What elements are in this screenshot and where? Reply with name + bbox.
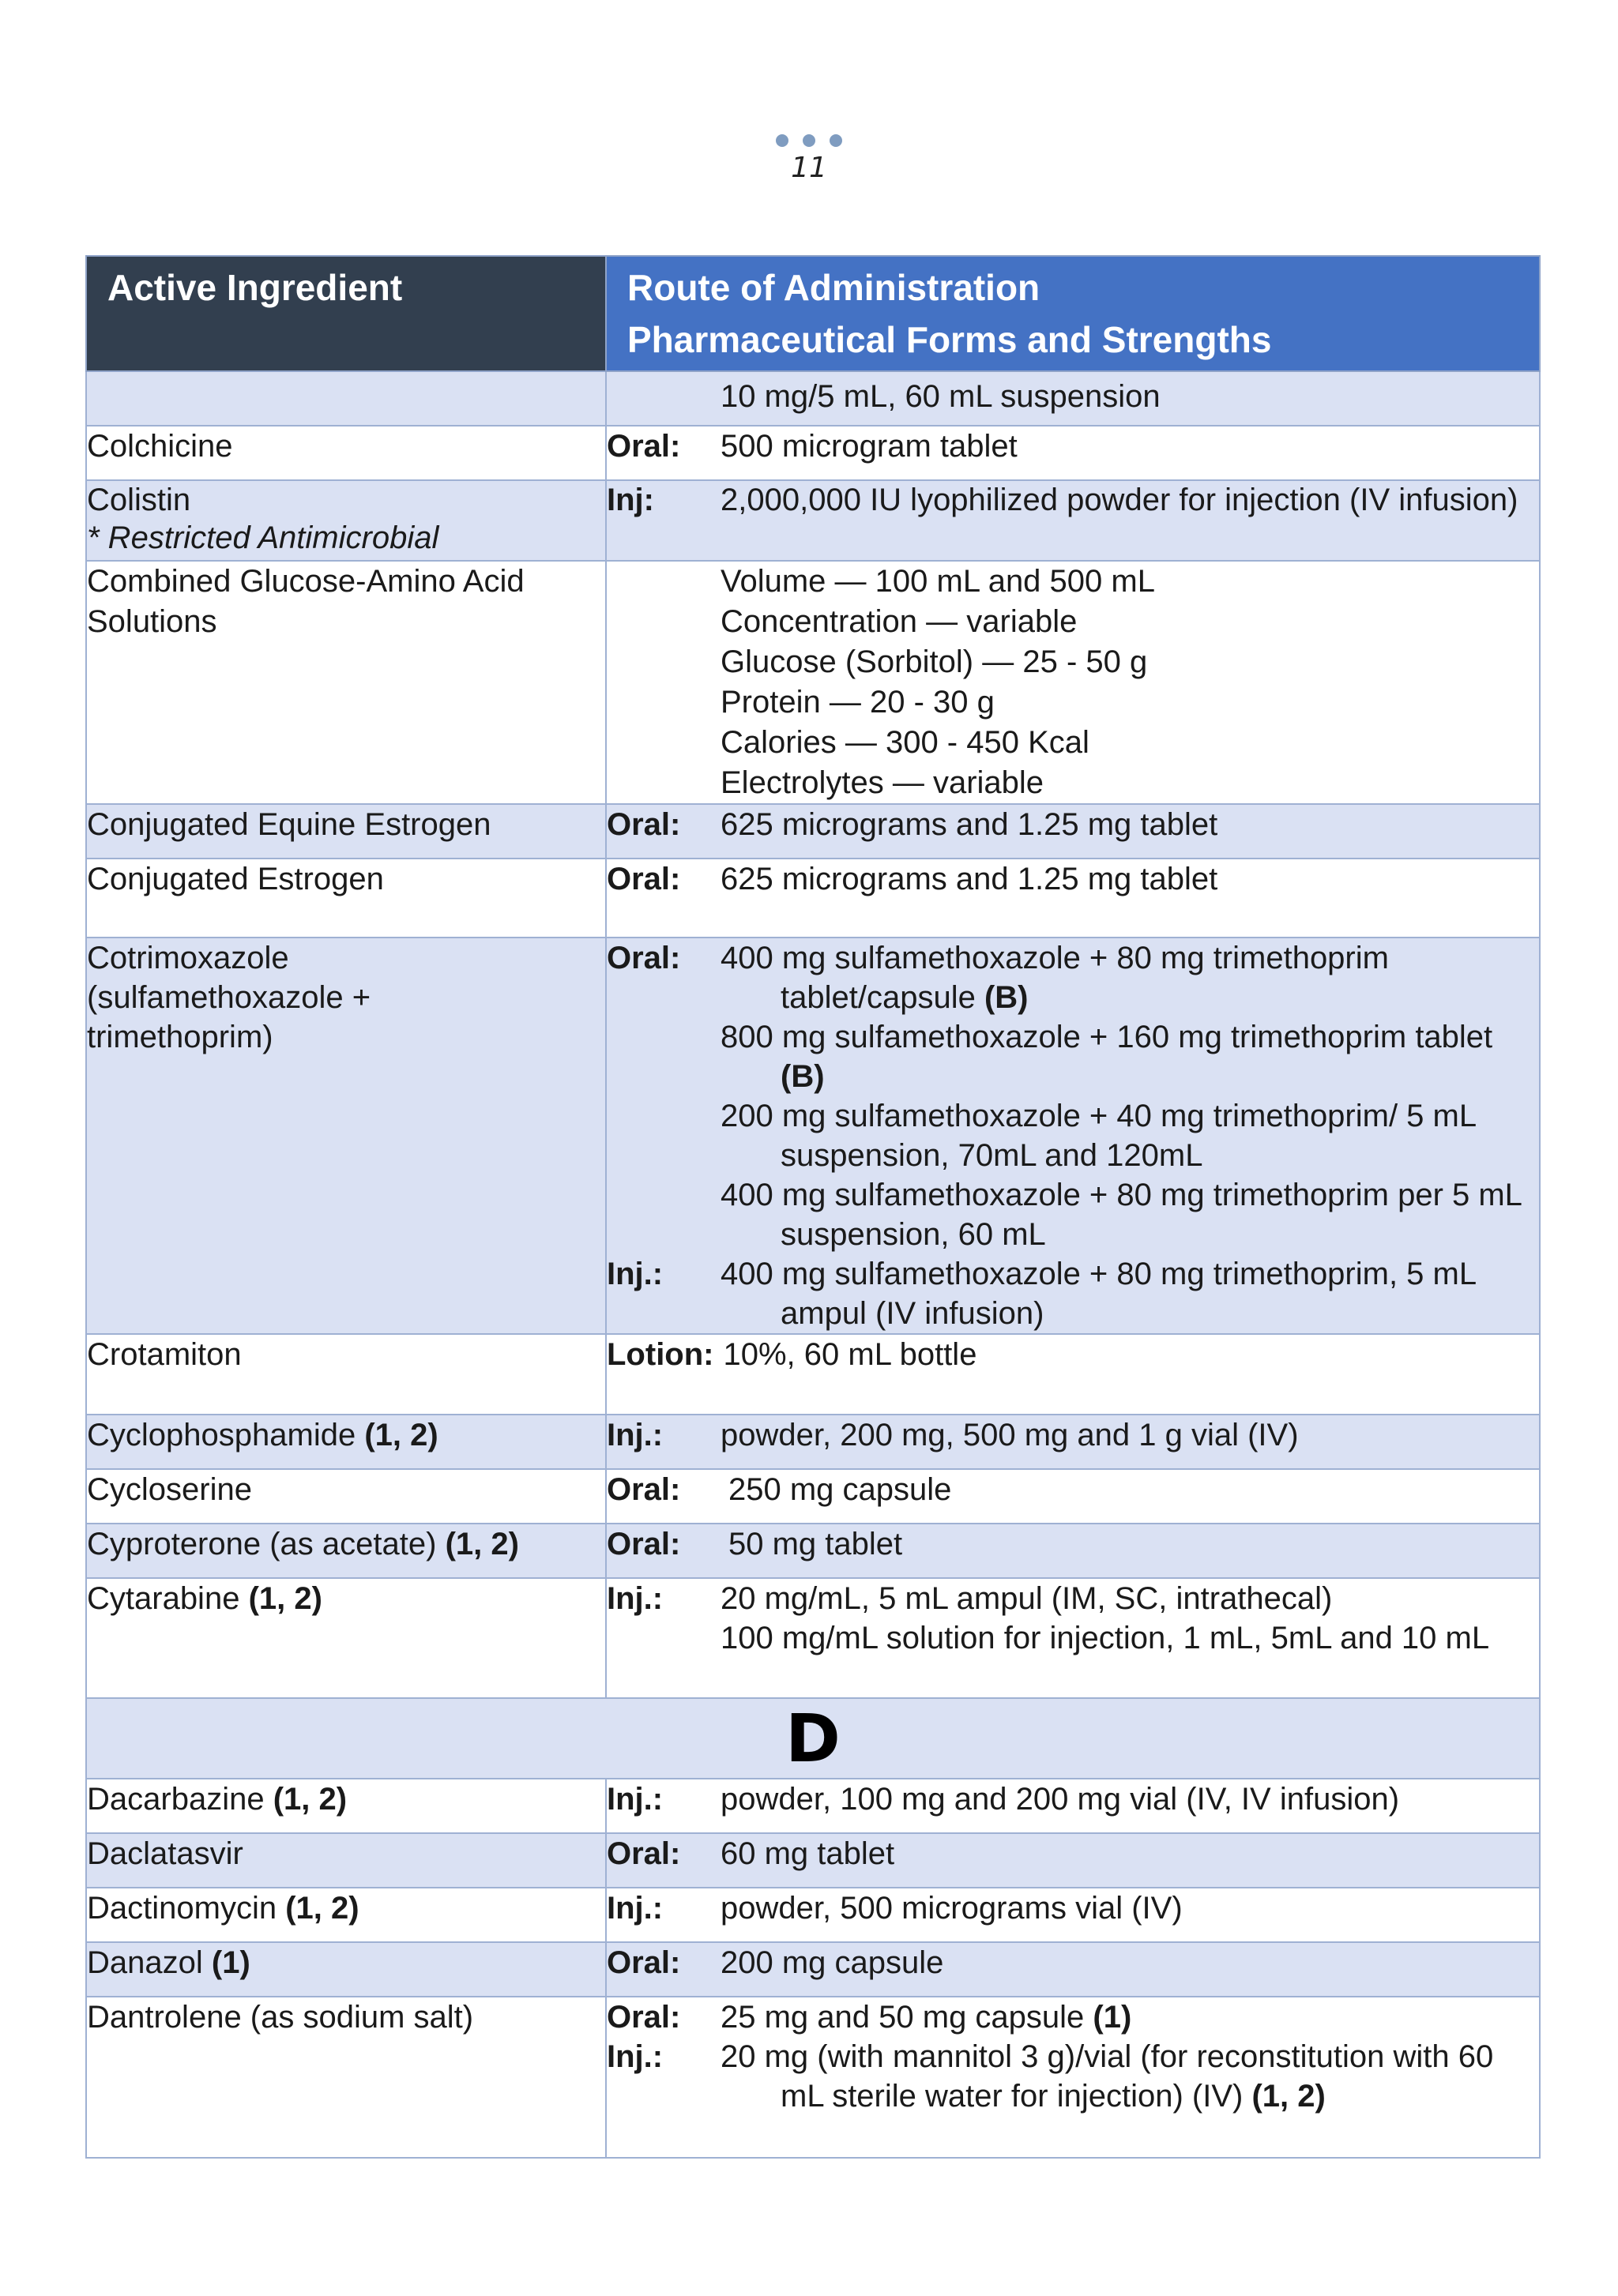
table-row (86, 371, 1540, 426)
section-row (86, 1698, 1540, 1779)
page-ornament (0, 134, 1618, 152)
page-number: 11 (791, 152, 827, 184)
dot-icon (803, 134, 815, 147)
route-cell: 10 mg/5 mL, 60 mL suspension (606, 371, 1540, 426)
table-row (86, 1469, 1540, 1524)
dot-icon (776, 134, 788, 147)
ingredient-cell: Cyproterone (as acetate) (1, 2) (86, 1524, 606, 1578)
ingredient-cell: Cotrimoxazole (sulfamethoxazole + trimethoprim) (86, 938, 606, 1334)
table-row (86, 938, 1540, 1334)
table-row (86, 561, 1540, 804)
ingredient-cell: Crotamiton (86, 1334, 606, 1415)
restricted-note: * Restricted Antimicrobial (87, 520, 439, 555)
route-cell: Oral: 25 mg and 50 mg capsule (1) Inj.: 20 mg (with mannitol 3 g)/vial (for reconstitution with 60 mL sterile water for injection) (IV) (1, 2) (606, 1997, 1540, 2158)
table-row (86, 1833, 1540, 1888)
route-cell: Inj.: powder, 100 mg and 200 mg vial (IV, IV infusion) (606, 1779, 1540, 1833)
route-cell: Lotion: 10%, 60 mL bottle (606, 1334, 1540, 1415)
table-row (86, 1888, 1540, 1942)
route-cell: Oral: 400 mg sulfamethoxazole + 80 mg trimethoprim tablet/capsule (B) 800 mg sulfamethoxazole + 160 mg trimethoprim tablet (B) 200 mg sulfamethoxazole + 40 mg trimethoprim/ 5 mL suspension, 70mL and 120mL 400 mg sulfamethoxazole + 80 mg trimethoprim per 5 mL suspension, 60 mL Inj.: 400 mg sulfamethoxazole + 80 mg trimethoprim, 5 mL ampul (IV infusion) (606, 938, 1540, 1334)
route-cell: Inj: 2,000,000 IU lyophilized powder for injection (IV infusion) (606, 480, 1540, 561)
header-active-ingredient: Active Ingredient (86, 256, 606, 371)
section-letter: D (86, 1698, 1540, 1779)
route-cell: Oral: 200 mg capsule (606, 1942, 1540, 1997)
ingredient-cell: Daclatasvir (86, 1833, 606, 1888)
table-row (86, 1578, 1540, 1698)
table-row (86, 859, 1540, 938)
route-cell: Oral: 50 mg tablet (606, 1524, 1540, 1578)
table-row (86, 1942, 1540, 1997)
ingredient-cell: Colistin * Restricted Antimicrobial (86, 480, 606, 561)
table-row (86, 1997, 1540, 2158)
ingredient-cell: Cycloserine (86, 1469, 606, 1524)
ingredient-cell (86, 371, 606, 426)
table-row (86, 804, 1540, 859)
ingredient-cell: Cytarabine (1, 2) (86, 1578, 606, 1698)
route-cell: Oral: 625 micrograms and 1.25 mg tablet (606, 859, 1540, 938)
route-cell: Oral: 500 microgram tablet (606, 426, 1540, 480)
table-row (86, 480, 1540, 561)
ingredient-cell: Colchicine (86, 426, 606, 480)
table-row (86, 1415, 1540, 1469)
header-route: Route of Administration Pharmaceutical Forms and Strengths (606, 256, 1540, 371)
ingredient-cell: Combined Glucose-Amino Acid Solutions (86, 561, 606, 804)
table-row (86, 1334, 1540, 1415)
route-cell: Oral: 60 mg tablet (606, 1833, 1540, 1888)
ingredient-cell: Dactinomycin (1, 2) (86, 1888, 606, 1942)
table-row (86, 426, 1540, 480)
ingredient-cell: Conjugated Estrogen (86, 859, 606, 938)
ingredient-cell: Conjugated Equine Estrogen (86, 804, 606, 859)
medicines-table (85, 255, 1541, 2159)
ingredient-cell: Danazol (1) (86, 1942, 606, 1997)
route-cell: Inj.: powder, 500 micrograms vial (IV) (606, 1888, 1540, 1942)
dot-icon (830, 134, 842, 147)
ingredient-cell: Cyclophosphamide (1, 2) (86, 1415, 606, 1469)
route-cell: Oral: 250 mg capsule (606, 1469, 1540, 1524)
route-cell: Inj.: 20 mg/mL, 5 mL ampul (IM, SC, intrathecal) 100 mg/mL solution for injection, 1 mL, 5mL and 10 mL (606, 1578, 1540, 1698)
route-cell: Inj.: powder, 200 mg, 500 mg and 1 g vial (IV) (606, 1415, 1540, 1469)
table-header (86, 256, 1540, 371)
route-cell: Oral: 625 micrograms and 1.25 mg tablet (606, 804, 1540, 859)
table-row (86, 1779, 1540, 1833)
table-row (86, 1524, 1540, 1578)
ingredient-cell: Dacarbazine (1, 2) (86, 1779, 606, 1833)
ingredient-cell: Dantrolene (as sodium salt) (86, 1997, 606, 2158)
route-cell: Volume — 100 mL and 500 mL Concentration — variable Glucose (Sorbitol) — 25 - 50 g Protein — 20 - 30 g Calories — 300 - 450 Kcal Electrolytes — variable (606, 561, 1540, 804)
